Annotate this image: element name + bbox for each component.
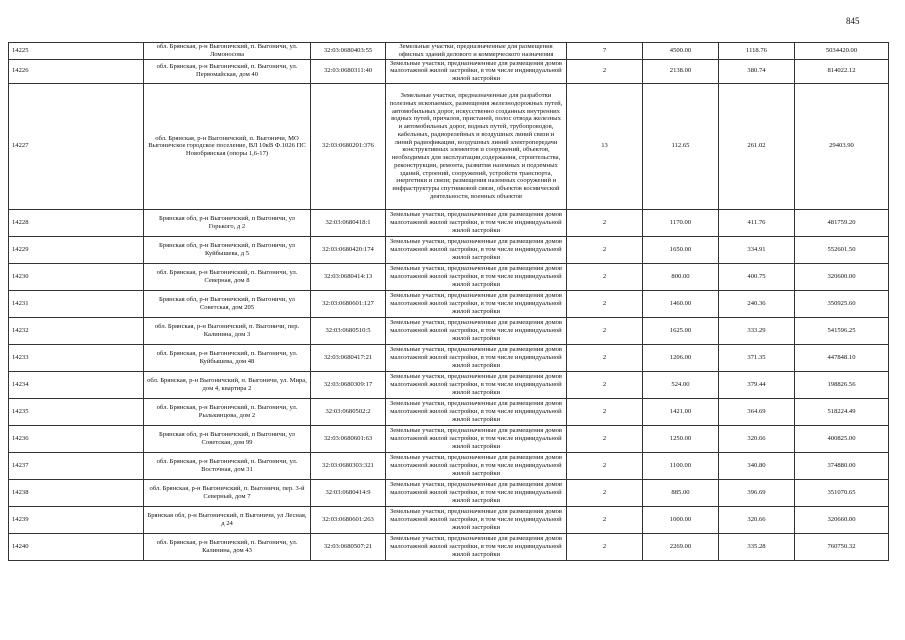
cadastral-value-cell: 552601.50 (795, 236, 889, 263)
table-row (9, 533, 889, 560)
land-use-cell: Земельные участки, предназначенные для размещения домов малоэтажной жилой застройки, в том числе индивидуальной жилой застройки (386, 371, 567, 398)
land-use-cell: Земельные участки, предназначенные для размещения домов малоэтажной жилой застройки, в том числе индивидуальной жилой застройки (386, 398, 567, 425)
cadastral-value-cell: 350925.60 (795, 290, 889, 317)
specific-value-cell: 320.66 (719, 506, 795, 533)
table-row (9, 344, 889, 371)
use-group-cell: 2 (567, 506, 643, 533)
cadastral-value-cell: 320660.00 (795, 506, 889, 533)
cadastral-value-cell: 814022.12 (795, 59, 889, 83)
table-row (9, 209, 889, 236)
cadastral-value-cell: 29403.90 (795, 83, 889, 209)
use-group-cell: 2 (567, 59, 643, 83)
land-use-cell: Земельные участки, предназначенные для размещения домов малоэтажной жилой застройки, в том числе индивидуальной жилой застройки (386, 236, 567, 263)
table-body (9, 43, 889, 561)
table-row (9, 83, 889, 209)
cadastral-value-cell: 481759.20 (795, 209, 889, 236)
row-number-cell: 14229 (9, 236, 144, 263)
cadastral-value-table (8, 42, 889, 561)
area-cell: 800.00 (643, 263, 719, 290)
use-group-cell: 2 (567, 209, 643, 236)
table-row (9, 317, 889, 344)
cadastral-value-cell: 447848.10 (795, 344, 889, 371)
address-cell: обл. Брянская, р-н Выгоничский, п. Выгоничи, ул. Первомайская, дом 40 (144, 59, 311, 83)
address-cell: обл. Брянская, р-н Выгоничский, п. Выгоничи, ул. Калинина, дом 43 (144, 533, 311, 560)
cadastral-number-cell: 32:03:0680418:1 (311, 209, 386, 236)
area-cell: 112.65 (643, 83, 719, 209)
use-group-cell: 2 (567, 371, 643, 398)
cadastral-value-cell: 518224.49 (795, 398, 889, 425)
row-number-cell: 14233 (9, 344, 144, 371)
table-row (9, 425, 889, 452)
land-use-cell: Земельные участки, предназначенные для разработки полезных ископаемых, размещения железнодорожных путей, автомобильных дорог, искусственно созданных внутренних водных путей, причалов, пристаней, полос отвода железных и автомобильных дорог, водных путей, трубопроводов, кабельных, радиорелейных и воздушных линий связи и линий радиофикации, воздушных линий электропередачи конструктивных элементов и сооружений, объектов, необходимых для эксплуатации,содержания, строительства, реконструкции, ремонта, развития наземных и подземных зданий, строений, сооружений, устройств транспорта, энергетики и связи; размещения наземных сооружений и инфраструктуры спутниковой связи, объектов космической деятельности, военных объектов (386, 83, 567, 209)
specific-value-cell: 411.76 (719, 209, 795, 236)
area-cell: 1460.00 (643, 290, 719, 317)
table-row (9, 506, 889, 533)
table-row (9, 236, 889, 263)
address-cell: Брянская обл, р-н Выгоничский, п Выгоничи, ул Советская, дом 205 (144, 290, 311, 317)
cadastral-value-cell: 541596.25 (795, 317, 889, 344)
land-use-cell: Земельные участки, предназначенные для размещения домов малоэтажной жилой застройки, в том числе индивидуальной жилой застройки (386, 344, 567, 371)
area-cell: 1625.00 (643, 317, 719, 344)
page-number: 845 (846, 16, 860, 26)
row-number-cell: 14232 (9, 317, 144, 344)
address-cell: обл. Брянская, р-н Выгоничский, п. Выгоничи, ул. Куйбышева, дом 48 (144, 344, 311, 371)
address-cell: Брянская обл, р-н Выгоничский, п Выгоничи, ул Лесная, д 24 (144, 506, 311, 533)
table-row (9, 398, 889, 425)
specific-value-cell: 371.35 (719, 344, 795, 371)
use-group-cell: 7 (567, 43, 643, 60)
area-cell: 1250.00 (643, 425, 719, 452)
cadastral-value-cell: 374880.00 (795, 452, 889, 479)
use-group-cell: 2 (567, 290, 643, 317)
cadastral-number-cell: 32:03:0680309:17 (311, 371, 386, 398)
table-row (9, 43, 889, 60)
land-use-cell: Земельные участки, предназначенные для размещения домов малоэтажной жилой застройки, в том числе индивидуальной жилой застройки (386, 425, 567, 452)
specific-value-cell: 333.29 (719, 317, 795, 344)
address-cell: обл. Брянская, р-н Выгоничский, п. Выгоничи, пер. Калинина, дом 3 (144, 317, 311, 344)
specific-value-cell: 261.02 (719, 83, 795, 209)
cadastral-number-cell: 32:03:0680601:263 (311, 506, 386, 533)
row-number-cell: 14226 (9, 59, 144, 83)
cadastral-value-cell: 351070.65 (795, 479, 889, 506)
area-cell: 1650.00 (643, 236, 719, 263)
address-cell: обл. Брянская, р-н Выгоничский, п. Выгоничи, МО Выгоничское городское поселение, ВЛ 10кВ Ф.1026 ПС Новобрянская (опоры 1,6-17) (144, 83, 311, 209)
cadastral-number-cell: 32:03:0680311:40 (311, 59, 386, 83)
cadastral-value-cell: 198826.56 (795, 371, 889, 398)
use-group-cell: 2 (567, 425, 643, 452)
cadastral-number-cell: 32:03:0680502:2 (311, 398, 386, 425)
cadastral-number-cell: 32:03:0680507:21 (311, 533, 386, 560)
address-cell: Брянская обл, р-н Выгоничский, п Выгоничи, ул Куйбышева, д 5 (144, 236, 311, 263)
area-cell: 524.00 (643, 371, 719, 398)
cadastral-number-cell: 32:03:0680303:321 (311, 452, 386, 479)
area-cell: 1421.00 (643, 398, 719, 425)
specific-value-cell: 380.74 (719, 59, 795, 83)
land-use-cell: Земельные участки, предназначенные для размещения домов малоэтажной жилой застройки, в том числе индивидуальной жилой застройки (386, 479, 567, 506)
cadastral-number-cell: 32:03:0680420:174 (311, 236, 386, 263)
table-row (9, 479, 889, 506)
area-cell: 1100.00 (643, 452, 719, 479)
cadastral-number-cell: 32:03:0680414:9 (311, 479, 386, 506)
table-row (9, 290, 889, 317)
address-cell: обл. Брянская, р-н Выгоничский, п. Выгоничи, ул. Северная, дом 8 (144, 263, 311, 290)
row-number-cell: 14228 (9, 209, 144, 236)
row-number-cell: 14236 (9, 425, 144, 452)
use-group-cell: 2 (567, 317, 643, 344)
cadastral-number-cell: 32:03:0680510:5 (311, 317, 386, 344)
row-number-cell: 14239 (9, 506, 144, 533)
use-group-cell: 2 (567, 263, 643, 290)
address-cell: обл. Брянская, р-н Выгоничский, п. Выгоничи, пер. 3-й Северный, дом 7 (144, 479, 311, 506)
address-cell: Брянская обл, р-н Выгоничский, п Выгоничи, ул Горького, д 2 (144, 209, 311, 236)
specific-value-cell: 334.91 (719, 236, 795, 263)
row-number-cell: 14234 (9, 371, 144, 398)
table-row (9, 263, 889, 290)
cadastral-number-cell: 32:03:0680201:376 (311, 83, 386, 209)
cadastral-number-cell: 32:03:0680417:21 (311, 344, 386, 371)
area-cell: 1000.00 (643, 506, 719, 533)
row-number-cell: 14225 (9, 43, 144, 60)
land-use-cell: Земельные участки, предназначенные для размещения домов малоэтажной жилой застройки, в том числе индивидуальной жилой застройки (386, 209, 567, 236)
cadastral-value-cell: 320600.00 (795, 263, 889, 290)
cadastral-number-cell: 32:03:0680601:63 (311, 425, 386, 452)
land-use-cell: Земельные участки, предназначенные для размещения домов малоэтажной жилой застройки, в том числе индивидуальной жилой застройки (386, 506, 567, 533)
use-group-cell: 2 (567, 479, 643, 506)
specific-value-cell: 364.69 (719, 398, 795, 425)
table-row (9, 452, 889, 479)
address-cell: обл. Брянская, р-н Выгоничский, п. Выгоничи, ул. Рылькинцова, дом 2 (144, 398, 311, 425)
land-use-cell: Земельные участки, предназначенные для размещения офисных зданий делового и коммерческого назначения (386, 43, 567, 60)
use-group-cell: 2 (567, 236, 643, 263)
row-number-cell: 14231 (9, 290, 144, 317)
area-cell: 2138.00 (643, 59, 719, 83)
land-use-cell: Земельные участки, предназначенные для размещения домов малоэтажной жилой застройки, в том числе индивидуальной жилой застройки (386, 317, 567, 344)
cadastral-value-cell: 400825.00 (795, 425, 889, 452)
area-cell: 1206.00 (643, 344, 719, 371)
specific-value-cell: 335.28 (719, 533, 795, 560)
specific-value-cell: 396.69 (719, 479, 795, 506)
table-row (9, 371, 889, 398)
area-cell: 4500.00 (643, 43, 719, 60)
address-cell: Брянская обл, р-н Выгоничский, п Выгоничи, ул Советская, дом 99 (144, 425, 311, 452)
row-number-cell: 14238 (9, 479, 144, 506)
row-number-cell: 14240 (9, 533, 144, 560)
area-cell: 885.00 (643, 479, 719, 506)
specific-value-cell: 320.66 (719, 425, 795, 452)
use-group-cell: 2 (567, 344, 643, 371)
specific-value-cell: 240.36 (719, 290, 795, 317)
cadastral-value-cell: 760750.32 (795, 533, 889, 560)
land-use-cell: Земельные участки, предназначенные для размещения домов малоэтажной жилой застройки, в том числе индивидуальной жилой застройки (386, 452, 567, 479)
land-use-cell: Земельные участки, предназначенные для размещения домов малоэтажной жилой застройки, в том числе индивидуальной жилой застройки (386, 533, 567, 560)
land-use-cell: Земельные участки, предназначенные для размещения домов малоэтажной жилой застройки, в том числе индивидуальной жилой застройки (386, 59, 567, 83)
address-cell: обл. Брянская, р-н Выгоничский, п. Выгоничи, ул. Ломоносова (144, 43, 311, 60)
area-cell: 2269.00 (643, 533, 719, 560)
address-cell: обл. Брянская, р-н Выгоничский, п. Выгоничи, ул. Восточная, дом 31 (144, 452, 311, 479)
row-number-cell: 14230 (9, 263, 144, 290)
row-number-cell: 14227 (9, 83, 144, 209)
area-cell: 1170.00 (643, 209, 719, 236)
row-number-cell: 14237 (9, 452, 144, 479)
specific-value-cell: 1118.76 (719, 43, 795, 60)
specific-value-cell: 400.75 (719, 263, 795, 290)
cadastral-number-cell: 32:03:0680601:127 (311, 290, 386, 317)
table-row (9, 59, 889, 83)
use-group-cell: 13 (567, 83, 643, 209)
specific-value-cell: 379.44 (719, 371, 795, 398)
use-group-cell: 2 (567, 452, 643, 479)
land-use-cell: Земельные участки, предназначенные для размещения домов малоэтажной жилой застройки, в том числе индивидуальной жилой застройки (386, 263, 567, 290)
cadastral-number-cell: 32:03:0680403:55 (311, 43, 386, 60)
land-use-cell: Земельные участки, предназначенные для размещения домов малоэтажной жилой застройки, в том числе индивидуальной жилой застройки (386, 290, 567, 317)
row-number-cell: 14235 (9, 398, 144, 425)
cadastral-number-cell: 32:03:0680414:13 (311, 263, 386, 290)
use-group-cell: 2 (567, 533, 643, 560)
cadastral-value-cell: 5034420.00 (795, 43, 889, 60)
specific-value-cell: 340.80 (719, 452, 795, 479)
use-group-cell: 2 (567, 398, 643, 425)
address-cell: обл. Брянская, р-н Выгоничский, п. Выгоничи, ул. Мира, дом 4, квартира 2 (144, 371, 311, 398)
